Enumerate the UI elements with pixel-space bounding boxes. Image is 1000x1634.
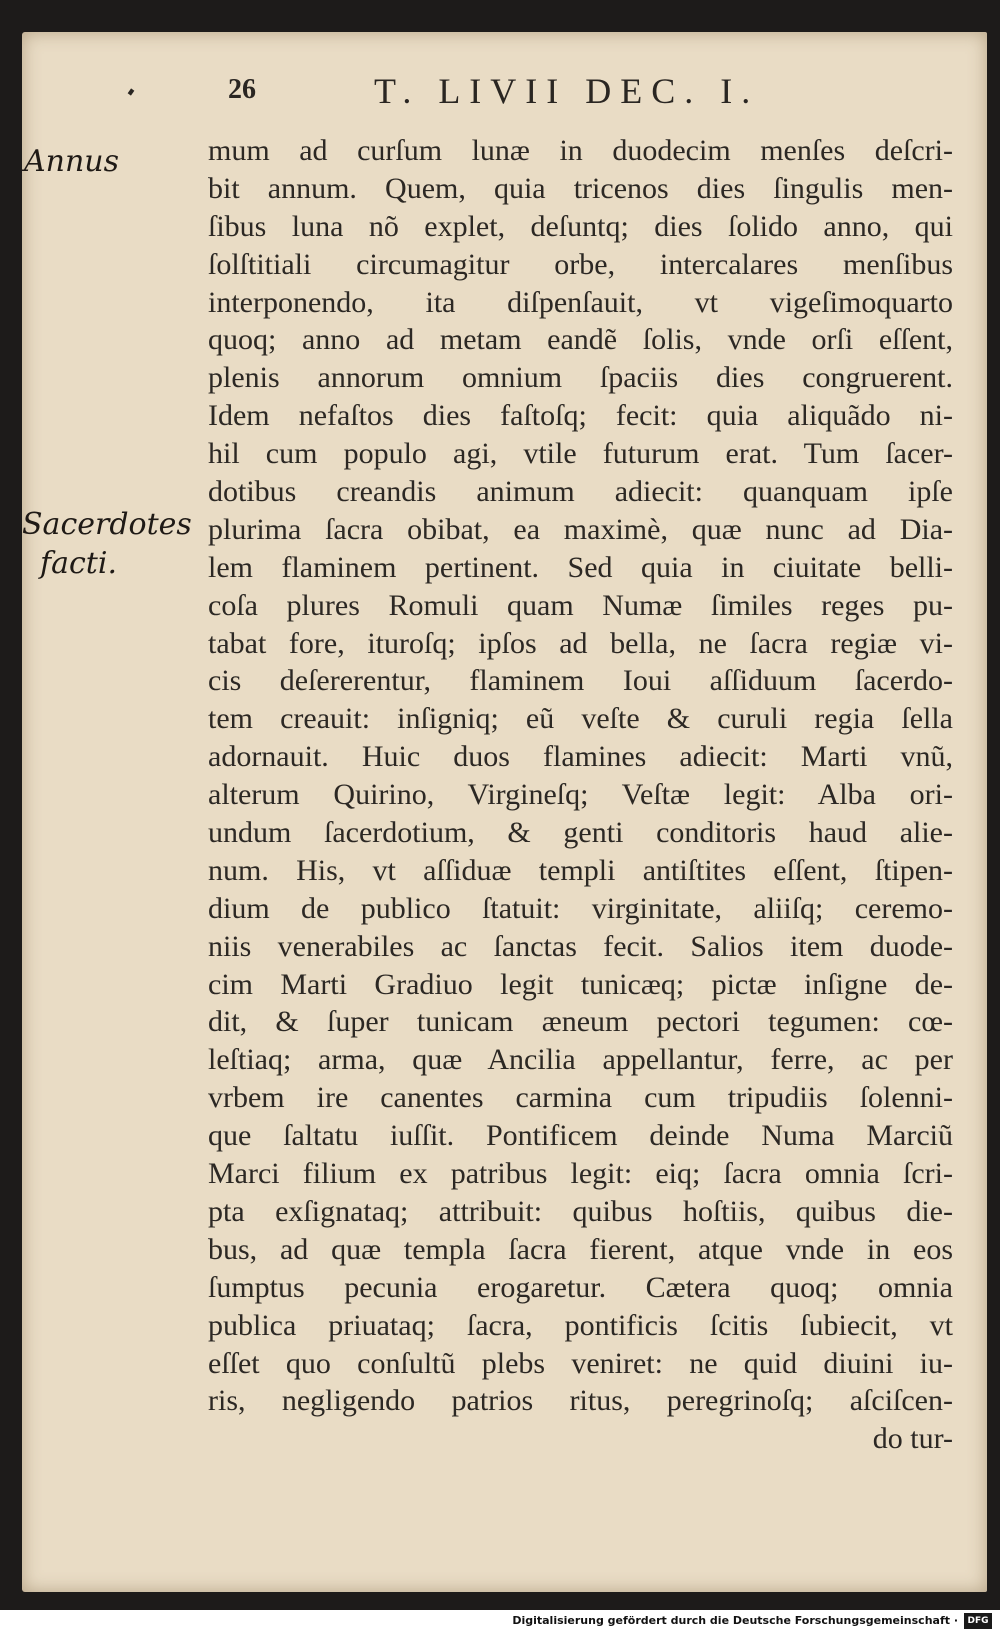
text-line: bit annum. Quem, quia tricenos dies ſingulis men- — [208, 171, 953, 205]
text-line: plenis annorum omnium ſpaciis dies congruerent. — [208, 361, 953, 395]
text-line: coſa plures Romuli quam Numæ ſimiles reges pu- — [208, 588, 953, 622]
funding-credit: Digitalisierung gefördert durch die Deutsche Forschungsgemeinschaft · — [512, 1614, 958, 1627]
text-line: ſibus luna nõ explet, deſuntq; dies ſolido anno, qui — [208, 209, 953, 243]
text-line: eſſet quo conſultũ plebs veniret: ne quid diuini iu- — [208, 1346, 953, 1380]
text-line: niis venerabiles ac ſanctas fecit. Salios item duode- — [208, 929, 953, 963]
text-line: que ſaltatu iuſſit. Pontificem deinde Numa Marciũ — [208, 1119, 953, 1153]
text-line: bus, ad quæ templa ſacra fierent, atque vnde in eos — [208, 1232, 953, 1266]
text-line: quoq; anno ad metam eandẽ ſolis, vnde orſi eſſent, — [208, 323, 953, 357]
text-line: pta exſignataq; attribuit: quibus hoſtiis, quibus die- — [208, 1194, 953, 1228]
text-line: dium de publico ſtatuit: virginitate, aliiſq; ceremo- — [208, 891, 953, 925]
footer-bar — [0, 1610, 1000, 1634]
text-line: num. His, vt aſſiduæ templi antiſtites eſſent, ſtipen- — [208, 853, 953, 887]
text-line: undum ſacerdotium, & genti conditoris haud alie- — [208, 816, 953, 850]
marginal-note-annus: Annus — [24, 144, 120, 179]
text-line: alterum Quirino, Virgineſq; Veſtæ legit: Alba ori- — [208, 778, 953, 812]
text-line: lem flaminem pertinent. Sed quia in ciuitate belli- — [208, 550, 953, 584]
text-line: do tur- — [872, 1422, 953, 1456]
text-line: ris, negligendo patrios ritus, peregrinoſq; aſciſcen- — [208, 1384, 953, 1418]
marginal-note-sacerdotes: Sacerdotes — [22, 507, 192, 542]
text-line: tem creauit: inſigniq; eũ veſte & curuli regia ſella — [208, 702, 953, 736]
text-line: Idem nefaſtos dies faſtoſq; fecit: quia aliquãdo ni- — [208, 399, 953, 433]
text-line: mum ad curſum lunæ in duodecim menſes deſcri- — [208, 134, 953, 167]
page-header — [222, 70, 842, 124]
dfg-logo: DFG — [964, 1613, 992, 1629]
text-line: publica priuataq; ſacra, pontificis ſcitis ſubiecit, vt — [208, 1308, 953, 1342]
text-line: dotibus creandis animum adiecit: quanquam ipſe — [208, 475, 953, 509]
text-line: ſumptus pecunia erogaretur. Cætera quoq; omnia — [208, 1270, 953, 1304]
marginal-note-facti: facti. — [40, 546, 117, 581]
text-line: Marci filium ex patribus legit: eiq; ſacra omnia ſcri- — [208, 1157, 953, 1191]
text-line: adornauit. Huic duos flamines adiecit: Marti vnũ, — [208, 740, 953, 774]
body-text — [208, 132, 953, 1458]
text-line: tabat fore, ituroſq; ipſos ad bella, ne ſacra regiæ vi- — [208, 626, 953, 660]
text-line: dit, & ſuper tunicam æneum pectori tegumen: cœ- — [208, 1005, 953, 1039]
text-line: ſolſtitiali circumagitur orbe, intercalares menſibus — [208, 247, 953, 281]
text-line: hil cum populo agi, vtile futurum erat. Tum ſacer- — [208, 437, 953, 471]
text-line: plurima ſacra obibat, ea maximè, quæ nunc ad Dia- — [208, 512, 953, 546]
text-line: interponendo, ita diſpenſauit, vt vigeſimoquarto — [208, 285, 953, 319]
text-line: vrbem ire canentes carmina cum tripudiis ſolenni- — [208, 1081, 953, 1115]
ink-mark — [128, 88, 135, 95]
text-line: leſtiaq; arma, quæ Ancilia appellantur, ferre, ac per — [208, 1043, 953, 1077]
page-number: 26 — [228, 74, 256, 105]
book-page — [22, 32, 987, 1592]
text-line: cis deſererentur, flaminem Ioui aſſiduum ſacerdo- — [208, 664, 953, 698]
text-line: cim Marti Gradiuo legit tunicæq; pictæ inſigne de- — [208, 967, 953, 1001]
running-title: T. LIVII DEC. I. — [374, 71, 760, 111]
